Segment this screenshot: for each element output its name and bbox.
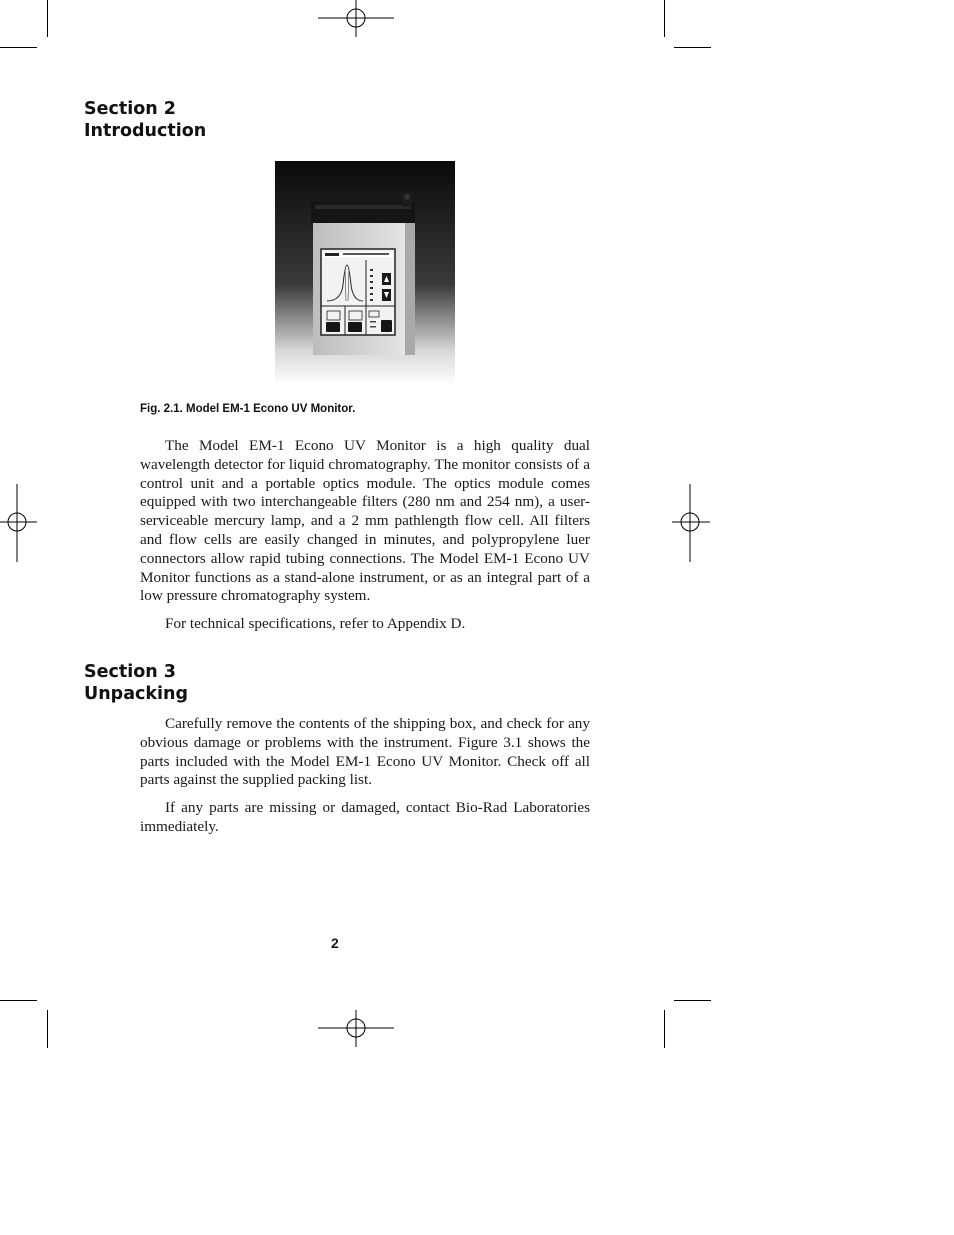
section-2-heading	[84, 98, 206, 142]
registration-mark-top	[316, 0, 394, 38]
section-3-number: Section 3	[84, 662, 176, 682]
section-3-body	[140, 715, 590, 837]
missing-parts-paragraph: If any parts are missing or damaged, contact Bio-Rad Laboratories immediately.	[140, 799, 590, 835]
registration-mark-left	[0, 484, 40, 562]
section-3-title: Unpacking	[84, 684, 189, 704]
registration-mark-right	[672, 484, 714, 562]
section-3-heading	[84, 661, 188, 705]
appendix-reference: For technical specifications, refer to Appendix D.	[165, 615, 466, 633]
section-2-body	[140, 437, 590, 634]
section-2-title: Introduction	[84, 121, 207, 141]
page-number: 2	[331, 935, 339, 951]
section-2-number: Section 2	[84, 99, 176, 119]
unpacking-paragraph: Carefully remove the contents of the shipping box, and check for any obvious damage or problems with the instrument. Figure 3.1 shows the parts included with the Model EM-1 Econo UV Monitor. Check off all parts against the supplied packing list.	[140, 715, 590, 789]
registration-mark-bottom	[316, 1010, 394, 1048]
em1-monitor-photo	[275, 161, 455, 385]
intro-paragraph: The Model EM-1 Econo UV Monitor is a high quality dual wavelength detector for liquid chromatography. The monitor consists of a control unit and a portable optics module. The optics module comes equipped with two interchangeable filters (280 nm and 254 nm), a user-serviceable mercury lamp, and a 2 mm pathlength flow cell. All filters and flow cells are easily changed in minutes, and polypropylene luer connectors allow rapid tubing connections. The Model EM-1 Econo UV Monitor functions as a stand-alone instrument, or as an integral part of a low pressure chromatography system.	[140, 437, 590, 605]
figure-caption: Fig. 2.1. Model EM-1 Econo UV Monitor.	[140, 403, 356, 415]
